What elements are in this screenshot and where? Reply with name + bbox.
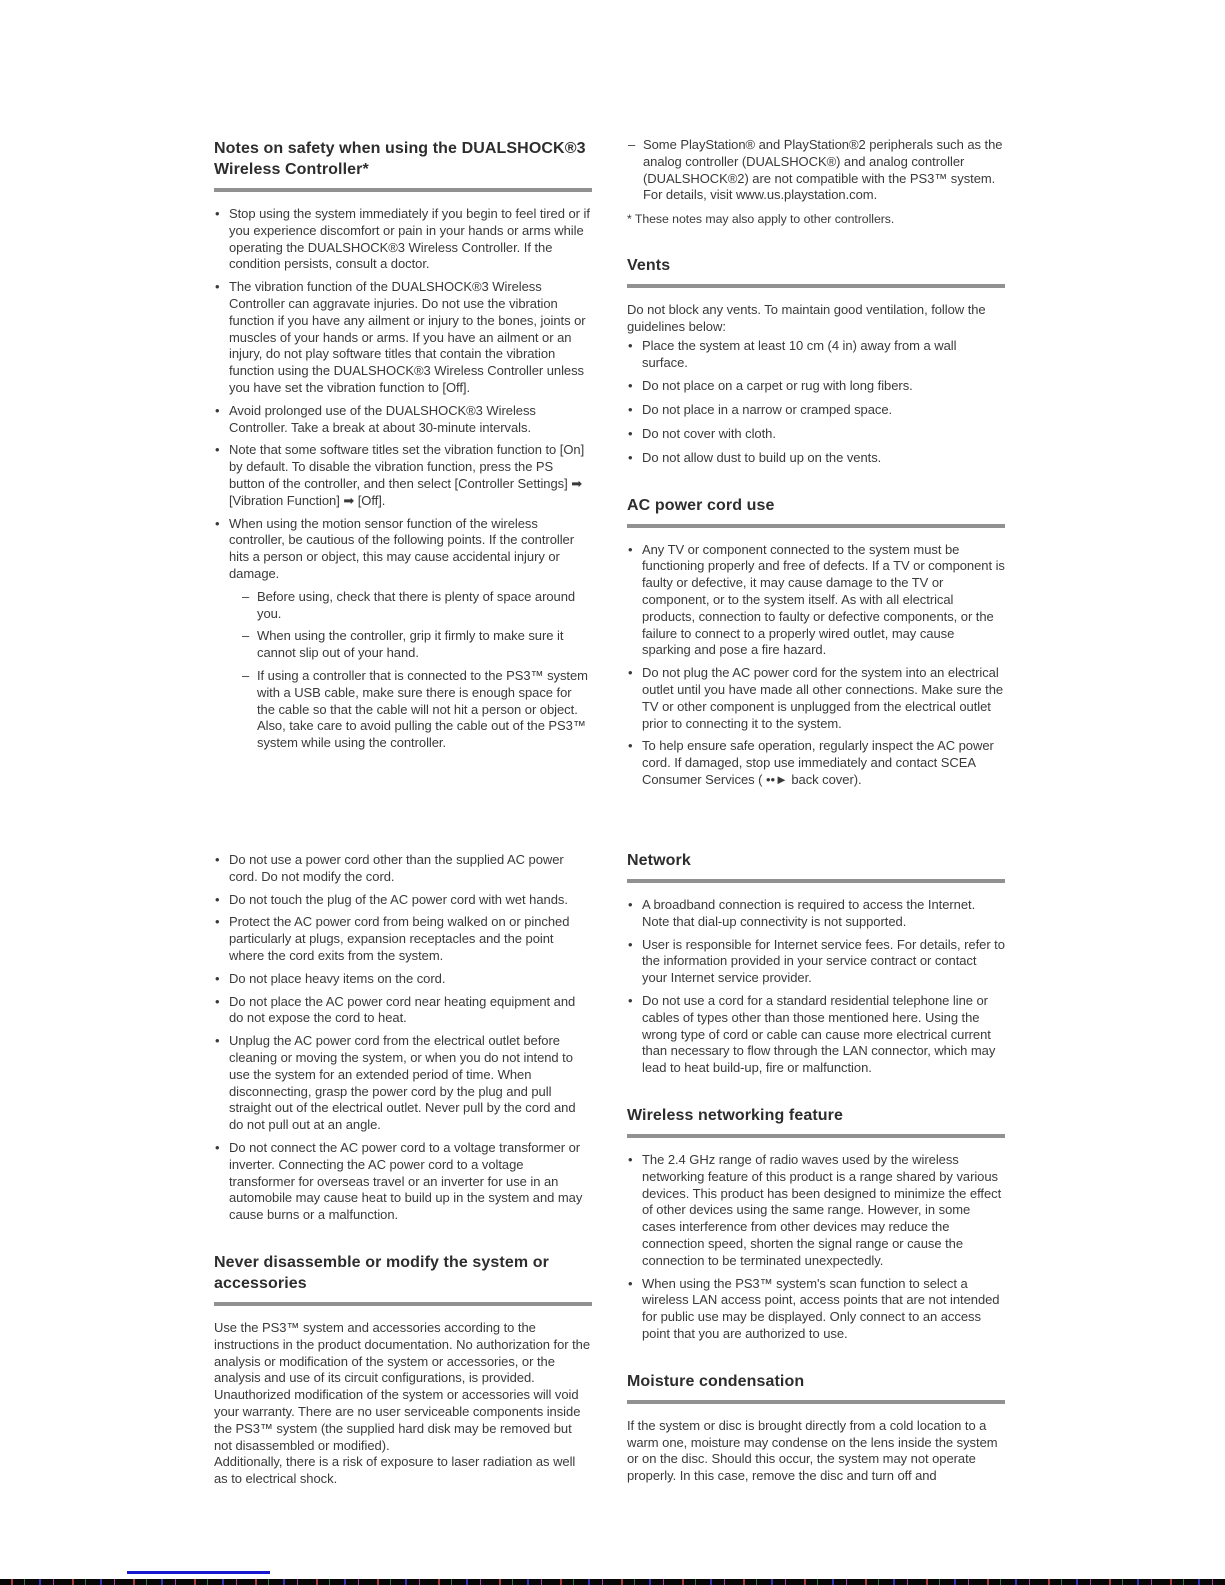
scan-artifact-blue-line [127,1571,270,1574]
section-heading-ac-power: AC power cord use [627,496,775,514]
bullet-item [627,378,1005,395]
bullet-item [214,892,592,909]
section-heading-moisture: Moisture condensation [627,1372,805,1390]
bullet-text: When using the motion sensor function of the wireless controller, be cautious of the following points. If the controller hits a person or object, this may cause accidental injury or damage. [229,515,575,581]
heading-rule [627,1400,1005,1404]
dash-item [241,589,592,623]
bullet-item [627,542,1005,660]
bullet-text: Do not allow dust to build up on the vents. [642,449,882,465]
bullet-text: Any TV or component connected to the system must be functioning properly and free of defects. If a TV or component is faulty or defective, it may cause damage to the TV or component, or to the system itself. As with all electrical products, connection to faulty or defective components, or the failure to connect to a properly wired outlet, may cause sparking and pose a fire hazard. [642,541,1005,658]
heading-rule [627,879,1005,883]
bullet-item [627,897,1005,931]
bullet-text: User is responsible for Internet service fees. For details, refer to the information provided in your service contract or contact your Internet service provider. [642,936,1005,986]
bullet-text: Do not place in a narrow or cramped space. [642,402,893,418]
bullet-item [214,403,592,437]
bottom-right-column [627,850,1005,1485]
bullet-text: Do not touch the plug of the AC power cord with wet hands. [229,891,568,907]
dash-text: If using a controller that is connected to the PS3™ system with a USB cable, make sure there is enough space for the cable so that the cable will not hit a person or object. Also, take care to avoid pulling the cable out of the PS3™ system while using the controller. [257,667,588,751]
bullet-text: Do not use a power cord other than the supplied AC power cord. Do not modify the cord. [229,852,564,884]
bullet-text: Protect the AC power cord from being walked on or pinched particularly at plugs, expansion receptacles and the point where the cord exits from the system. [229,914,570,963]
bullet-item [627,993,1005,1077]
bullet-item [627,338,1005,372]
bullet-item [214,206,592,273]
section-heading-wireless: Wireless networking feature [627,1106,843,1124]
bullet-item [214,1140,592,1224]
top-right-column [627,137,1005,795]
bullet-item [214,971,592,988]
section-never-disassemble [214,1252,592,1488]
network-bullet-list [627,897,1005,1077]
never-disassemble-paragraph: Use the PS3™ system and accessories according to the instructions in the product documentation. No authorization for the analysis or modification of the system or accessories, or the analysis and use of its circuit configurations, is provided. Unauthorized modification of the system or accessories will void your warranty. There are no user serviceable components inside the PS3™ system (the supplied hard disk may be removed but not disassembled or modified). [214,1319,591,1453]
bullet-text: Do not use a cord for a standard residential telephone line or cables of types other than those mentioned here. Using the wrong type of cord or cable can cause more electrical current than necessary to flow through the LAN connector, which may lead to heat build-up, fire or malfunction. [642,992,996,1076]
bullet-item [627,665,1005,732]
section-network [627,850,1005,1077]
bullet-text: Do not place on a carpet or rug with long fibers. [642,378,913,394]
bullet-item [627,738,1005,788]
section-moisture [627,1371,1005,1485]
heading-rule [627,524,1005,528]
section-heading-dualshock-safety: Notes on safety when using the DUALSHOCK®3 Wireless Controller* [214,140,586,178]
ac-power-bullet-list-continued [214,852,592,1224]
top-left-column [214,138,592,758]
section-ac-power [627,495,1005,789]
vents-intro: Do not block any vents. To maintain good ventilation, follow the guidelines below: [627,302,986,334]
bullet-text: Place the system at least 10 cm (4 in) away from a wall surface. [642,337,957,370]
bullet-item [214,442,592,509]
section-dualshock-safety [214,138,592,752]
dualshock-safety-bullet-list [214,206,592,752]
bullet-text: Do not plug the AC power cord for the system into an electrical outlet until you have made all other connections. Make sure the TV or other component is unplugged from the electrical outlet prior to connecting it to the system. [642,665,1004,731]
dash-list-continued [627,137,1005,204]
bullet-item [214,914,592,964]
never-disassemble-paragraph: Additionally, there is a risk of exposure to laser radiation as well as to electrical shock. [214,1454,576,1487]
footnote: * These notes may also apply to other controllers. [627,212,895,227]
bullet-item [214,994,592,1028]
dash-sub-list [241,589,592,752]
dash-text: Some PlayStation® and PlayStation®2 peripherals such as the analog controller (DUALSHOCK®) and analog controller (DUALSHOCK®2) are not compatible with the PS3™ system. For details, visit www.us.playstation.com. [643,137,1003,203]
section-vents [627,255,1005,466]
bottom-left-column [214,852,592,1488]
bullet-text: To help ensure safe operation, regularly inspect the AC power cord. If damaged, stop use immediately and contact SCEA Consumer Services ( ••► back cover). [642,738,994,787]
bullet-item [627,450,1005,467]
moisture-paragraph: If the system or disc is brought directly from a cold location to a warm one, moisture may condense on the lens inside the system or on the disc. Should this occur, the system may not operate properly. In this case, remove the disc and turn off and [627,1417,998,1484]
bullet-text: When using the PS3™ system's scan function to select a wireless LAN access point, access points that are not intended for public use may be displayed. Only connect to an access point that you are authorized to use. [642,1275,1000,1341]
bullet-text: Do not place heavy items on the cord. [229,970,446,986]
bullet-text: Do not connect the AC power cord to a voltage transformer or inverter. Connecting the AC power cord to a voltage transformer for overseas travel or an inverter for use in an automobile may cause heat to build up in the system and may cause burns or a malfunction. [229,1139,583,1223]
wireless-bullet-list [627,1152,1005,1343]
bullet-item [627,1276,1005,1343]
bullet-text: The 2.4 GHz range of radio waves used by the wireless networking feature of this product is a range shared by various devices. This product has been designed to minimize the effect of other devices using the same range. However, in some cases interference from other devices may reduce the connection speed, shorten the signal range or cause the connection to be terminated unexpectedly. [642,1151,1002,1268]
bullet-item [627,426,1005,443]
bullet-text: A broadband connection is required to access the Internet. Note that dial-up connectivity is not supported. [642,897,976,929]
heading-rule [627,284,1005,288]
bullet-item [627,937,1005,987]
bullet-item [627,402,1005,419]
bullet-item [214,279,592,397]
bullet-item [627,1152,1005,1270]
vents-bullet-list [627,338,1005,467]
dash-text: Before using, check that there is plenty of space around you. [257,588,576,621]
bullet-item [214,852,592,886]
section-heading-vents: Vents [627,257,671,275]
ac-power-bullet-list [627,542,1005,789]
bullet-item [214,516,592,752]
section-heading-never-disassemble: Never disassemble or modify the system or accessories [214,1253,549,1292]
bullet-text: Avoid prolonged use of the DUALSHOCK®3 Wireless Controller. Take a break at about 30-minute intervals. [229,402,536,435]
bullet-text: Unplug the AC power cord from the electrical outlet before cleaning or moving the system, or when you do not intend to use the system for an extended period of time. When disconnecting, grasp the power cord by the plug and pull straight out of the electrical outlet. Never pull by the cord and do not pull out at an angle. [229,1033,576,1133]
bullet-text: The vibration function of the DUALSHOCK®3 Wireless Controller can aggravate injuries. Do not use the vibration function if you have any ailment or injury to the bones, joints or muscles of your hands or arms. If you have an ailment or an injury, do not play software titles that contain the vibration function using the DUALSHOCK®3 Wireless Controller unless you have set the vibration function to [Off]. [229,279,586,395]
heading-rule [214,188,592,192]
section-dualshock-safety-continued [627,137,1005,227]
section-heading-network: Network [627,852,691,869]
bullet-text: Note that some software titles set the vibration function to [On] by default. To disable the vibration function, press the PS button of the controller, and then select [Controller Settings] ➡ [Vibration Function] ➡ [Off]. [229,442,585,508]
dash-item [241,668,592,752]
heading-rule [214,1302,592,1306]
heading-rule [627,1134,1005,1138]
section-ac-power-continued [214,852,592,1224]
bullet-text: Do not place the AC power cord near heating equipment and do not expose the cord to heat. [229,993,576,1026]
section-wireless [627,1105,1005,1343]
bullet-text: Stop using the system immediately if you begin to feel tired or if you experience discomfort or pain in your hands or arms while operating the DUALSHOCK®3 Wireless Controller. If the condition persists, consult a doctor. [229,206,590,272]
dash-text: When using the controller, grip it firmly to make sure it cannot slip out of your hand. [257,628,564,661]
bullet-item [214,1033,592,1134]
dash-item [627,137,1005,204]
dash-item [241,628,592,662]
bullet-text: Do not cover with cloth. [642,425,776,441]
scan-artifact-noise-bar [0,1579,1225,1585]
